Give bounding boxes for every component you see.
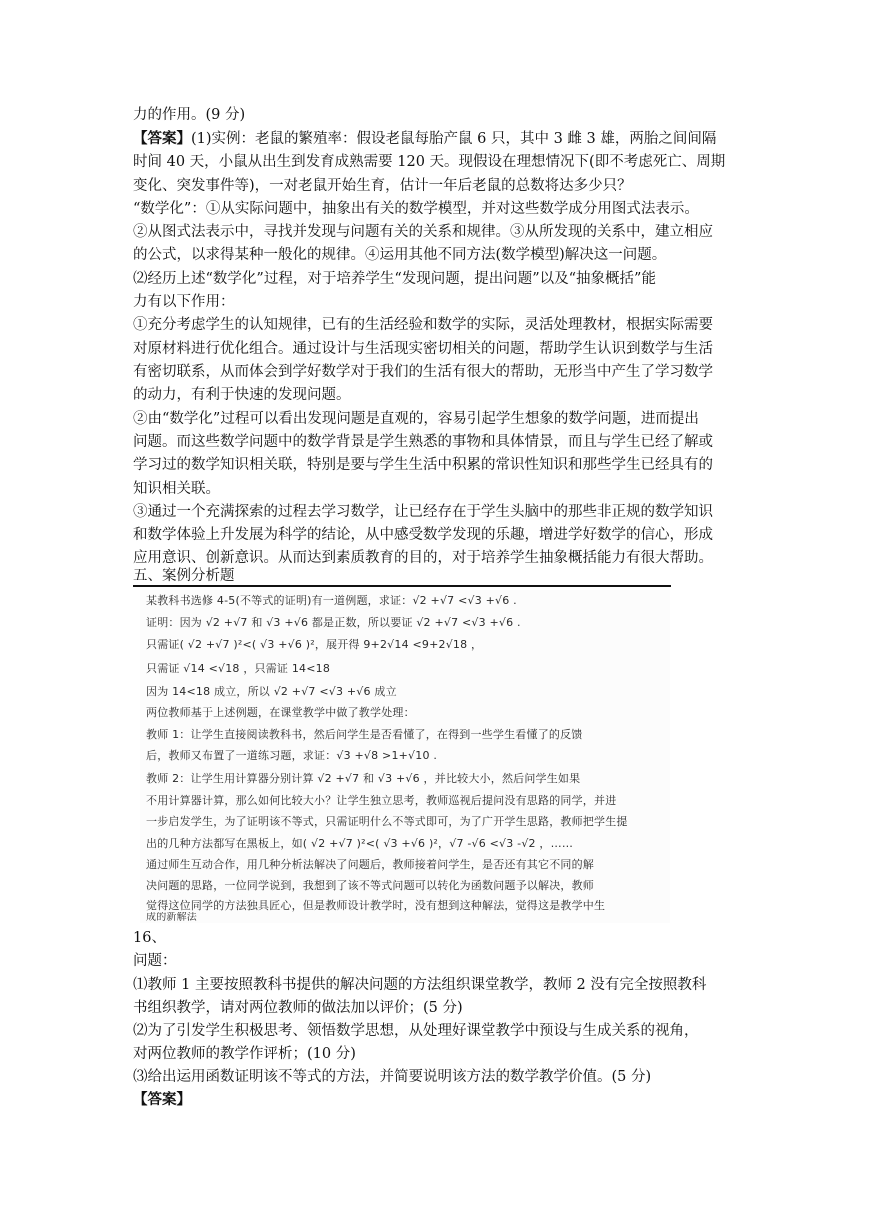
text-line: 时间 40 天，小鼠从出生到发育成熟需要 120 天。现假设在理想情况下(即不考虑死亡、周期 [133, 154, 726, 170]
question-item: ⑵为了引发学生积极思考、领悟数学思想，从处理好课堂教学中预设与生成关系的视角， [133, 1023, 699, 1039]
text-line: 有密切联系，从而体会到学好数学对于我们的生活有很大的帮助，无形当中产生了学习数学 [133, 364, 713, 380]
scan-line: 一步启发学生，为了证明该不等式，只需证明什么不等式即可，为了广开学生思路，教师把学生提 [146, 815, 628, 828]
question-item: ⑴教师 1 主要按照教科书提供的解决问题的方法组织课堂教学，教师 2 没有完全按照教科 [133, 977, 707, 993]
text-line: 的动力，有利于快速的发现问题。 [133, 387, 351, 403]
text-line: 学习过的数学知识相关联，特别是要与学生生活中积累的常识性知识和那些学生已经具有的 [133, 457, 713, 473]
text-line: 力的作用。(9 分) [133, 107, 246, 123]
text-line: 变化、突发事件等)，一对老鼠开始生育，估计一年后老鼠的总数将达多少只？ [133, 178, 632, 194]
scan-line: 证明：因为 √2 +√7 和 √3 +√6 都是正数，所以要证 √2 +√7 <√3 +√6 . [146, 616, 521, 629]
scan-line: 通过师生互动合作，用几种分析法解决了问题后，教师接着问学生，是否还有其它不同的解 [146, 858, 594, 871]
question-item: 书组织教学，请对两位教师的做法加以评价；(5 分) [133, 1000, 463, 1016]
text-line: “数学化”：①从实际问题中，抽象出有关的数学模型，并对这些数学成分用图式法表示。 [133, 201, 699, 217]
text-line: 应用意识、创新意识。从而达到素质教育的目的，对于培养学生抽象概括能力有很大帮助。 [133, 550, 713, 566]
text-line: 知识相关联。 [133, 481, 220, 497]
text-line: ③通过一个充满探索的过程去学习数学，让已经存在于学生头脑中的那些非正规的数学知识 [133, 504, 713, 520]
scan-line: 成的新解法 [146, 912, 197, 923]
question-label: 问题： [133, 953, 177, 969]
scan-line: 决问题的思路，一位同学说到，我想到了该不等式问题可以转化为函数问题予以解决，教师 [146, 879, 594, 892]
text-line: 力有以下作用： [133, 294, 235, 310]
answer-line [133, 128, 743, 150]
text-line: ①充分考虑学生的认知规律，已有的生活经验和数学的实际，灵活处理教材，根据实际需要 [133, 317, 713, 333]
scan-line: 只需证 √14 <√18 ，只需证 14<18 [146, 662, 331, 675]
text-line: 对原材料进行优化组合。通过设计与生活现实密切相关的问题，帮助学生认识到数学与生活 [133, 341, 713, 357]
question-item: 对两位教师的教学作评析；(10 分) [133, 1046, 356, 1062]
text-line: ⑵经历上述“数学化”过程，对于培养学生“发现问题，提出问题”以及“抽象概括”能 [133, 271, 656, 287]
section-divider [133, 585, 671, 587]
scan-line: 因为 14<18 成立，所以 √2 +√7 <√3 +√6 成立 [146, 685, 397, 698]
text-line: 的公式，以求得某种一般化的规律。④运用其他不同方法(数学模型)解决这一问题。 [133, 247, 667, 263]
scan-line: 教师 1：让学生直接阅读教科书，然后问学生是否看懂了，在得到一些学生看懂了的反馈 [146, 728, 583, 741]
text-line: ②从图式法表示中，寻找并发现与问题有关的关系和规律。③从所发现的关系中，建立相应 [133, 224, 713, 240]
scanned-case-image [140, 590, 670, 923]
scan-line: 后，教师又布置了一道练习题，求证：√3 +√8 >1+√10 . [146, 749, 438, 762]
scan-line: 两位教师基于上述例题，在课堂教学中做了教学处理： [146, 706, 415, 719]
answer-heading: 【答案】 [133, 130, 191, 147]
scan-line: 不用计算器计算，那么如何比较大小？让学生独立思考，教师巡视后提问没有思路的同学，并进 [146, 794, 617, 807]
question-item: ⑶给出运用函数证明该不等式的方法，并简要说明该方法的数学教学价值。(5 分) [133, 1069, 652, 1085]
scan-line: 觉得这位同学的方法独具匠心，但是教师设计教学时，没有想到这种解法，觉得这是教学中生 [146, 899, 606, 912]
text-line: ②由“数学化”过程可以看出发现问题是直观的，容易引起学生想象的数学问题，进而提出 [133, 411, 699, 427]
answer-text: (1)实例：老鼠的繁殖率：假设老鼠每胎产鼠 6 只，其中 3 雌 3 雄，两胎之间间隔 [191, 131, 717, 147]
text-line: 和数学体验上升发展为科学的结论，从中感受数学发现的乐趣，增进学好数学的信心，形成 [133, 527, 713, 543]
scan-line: 教师 2：让学生用计算器分别计算 √2 +√7 和 √3 +√6 ，并比较大小，然后问学生如果 [146, 772, 581, 785]
scan-line: 出的几种方法都写在黑板上，如( √2 +√7 )²<( √3 +√6 )²，√7 -√6 <√3 -√2 ，…… [146, 837, 574, 850]
scan-line: 某教科书选修 4-5(不等式的证明)有一道例题，求证：√2 +√7 <√3 +√6 . [146, 594, 517, 607]
answer-heading: 【答案】 [133, 1091, 191, 1108]
question-number: 16、 [133, 930, 166, 946]
scan-line: 只需证( √2 +√7 )²<( √3 +√6 )²，展开得 9+2√14 <9+2√18 ， [146, 638, 483, 651]
text-line: 问题。而这些数学问题中的数学背景是学生熟悉的事物和具体情景，而且与学生已经了解或 [133, 434, 713, 450]
section-heading: 五、案例分析题 [133, 568, 235, 584]
